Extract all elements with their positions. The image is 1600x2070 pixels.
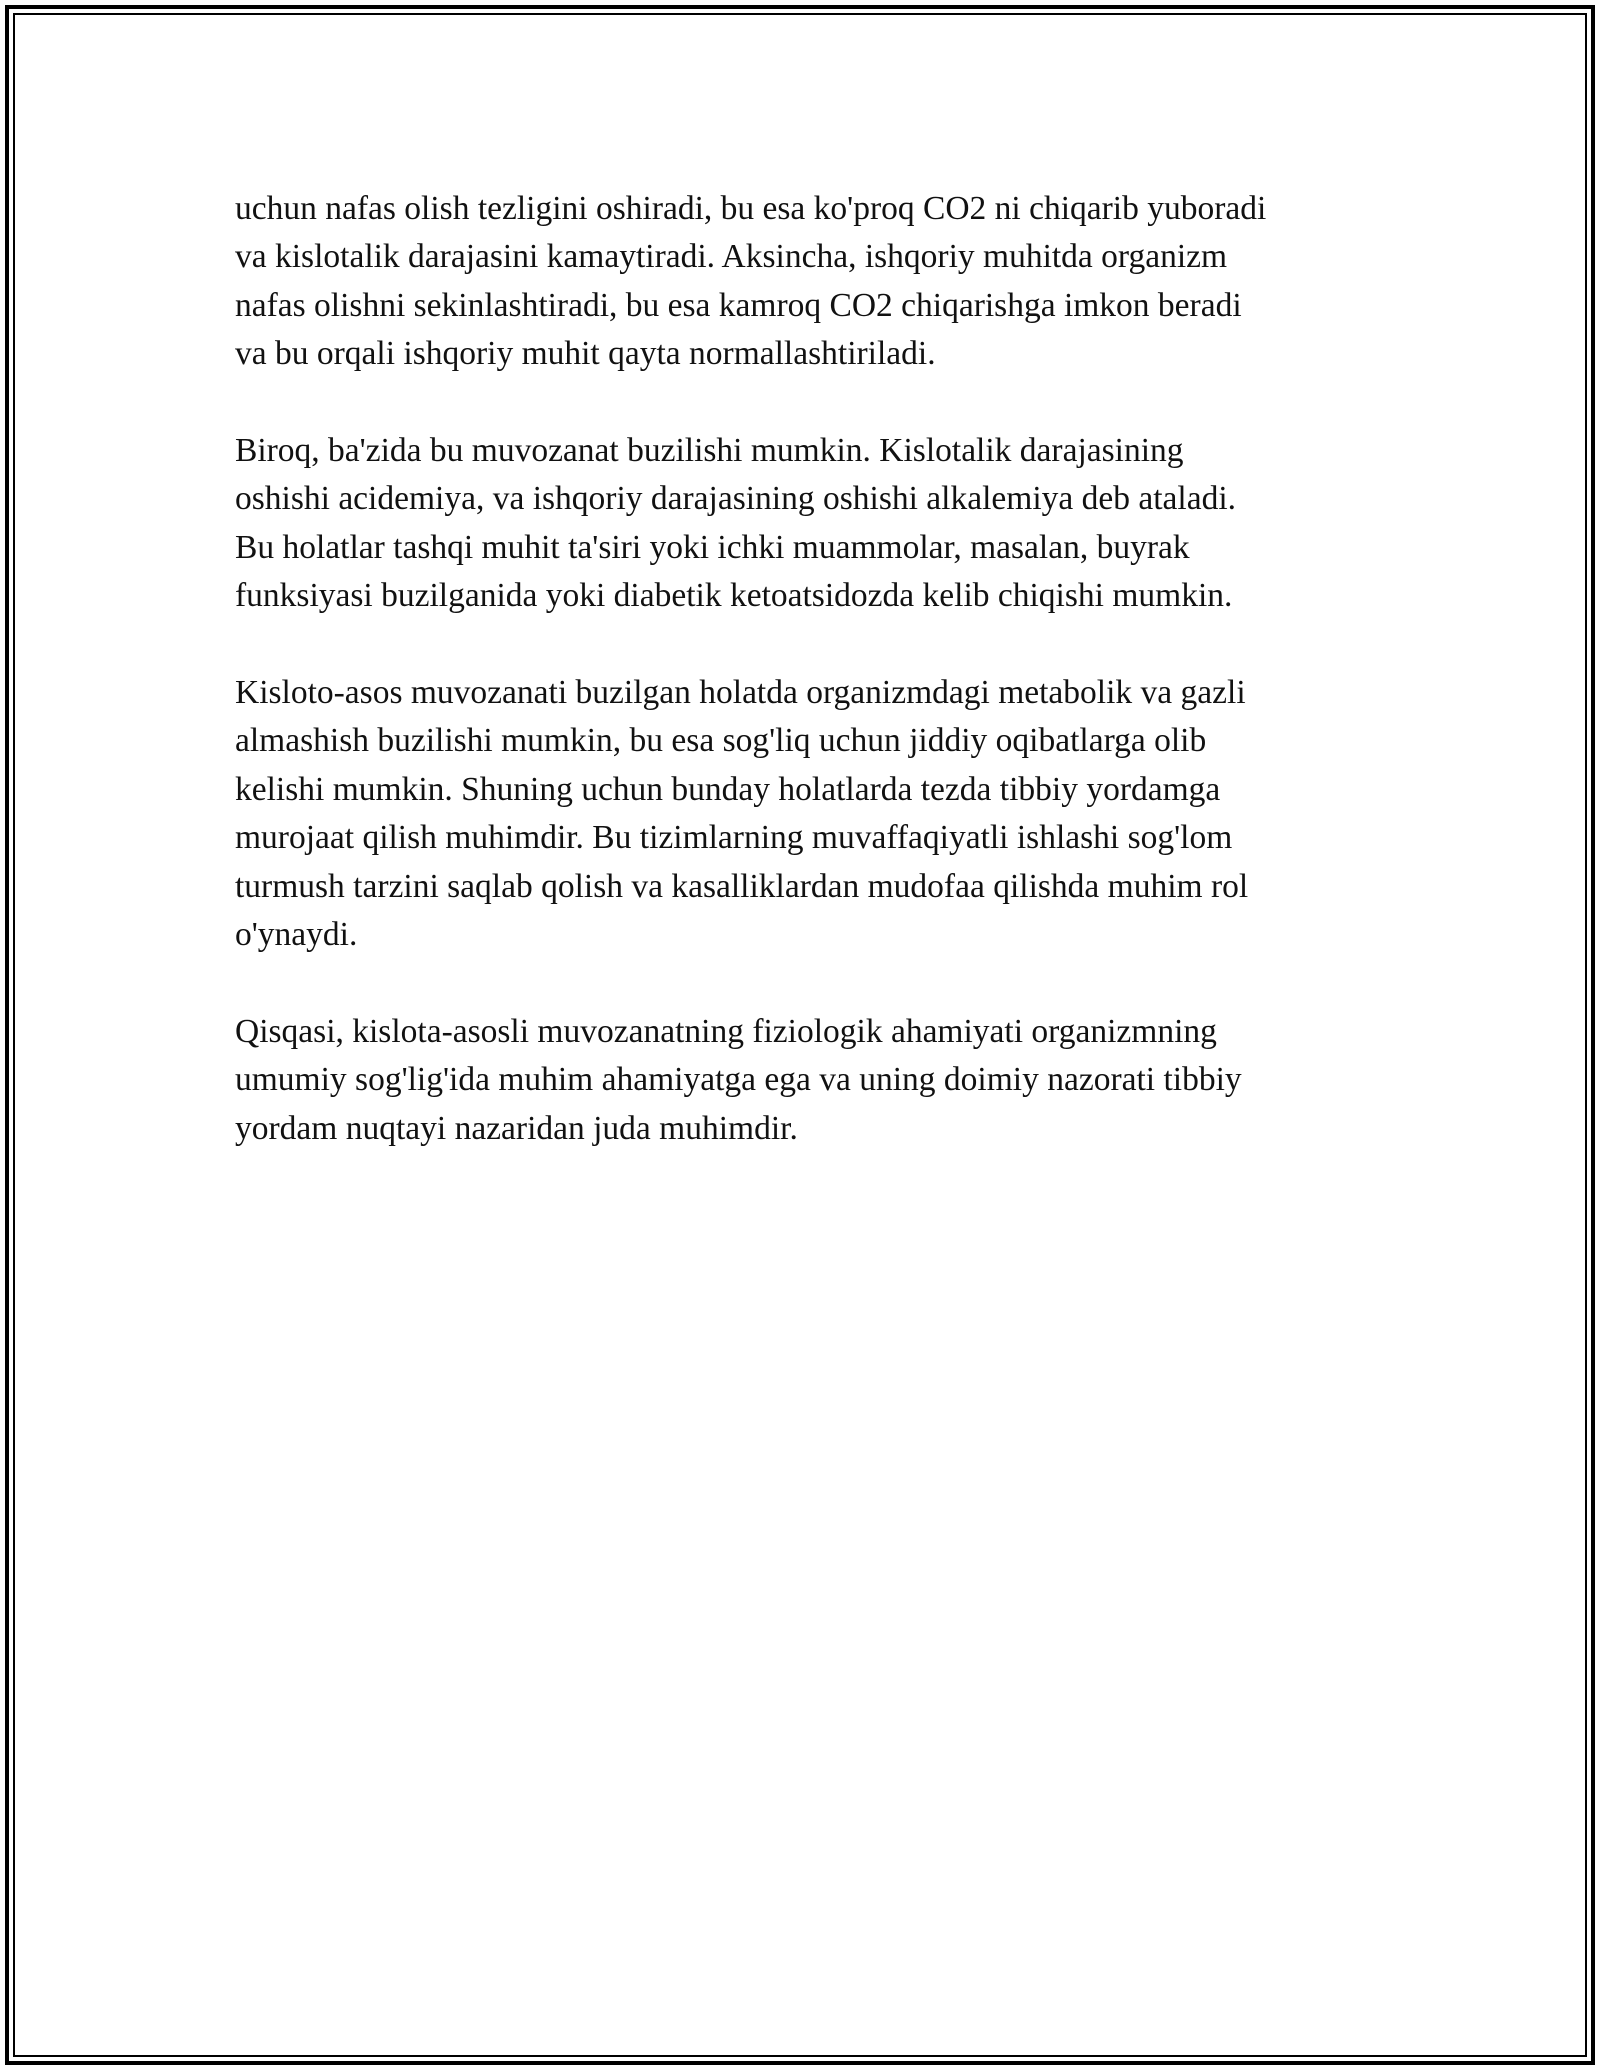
paragraph-acidemia-alkalemia: Biroq, ba'zida bu muvozanat buzilishi mumkin. Kislotalik darajasining oshishi acidemiya, va ishqoriy darajasining oshishi alkalemiya deb ataladi. Bu holatlar tashqi muhit ta'siri yoki ichki muammolar, masalan, buyrak funksiyasi buzilganida yoki diabetik ketoatsidozda kelib chiqishi mumkin. — [235, 432, 1237, 615]
document-body — [235, 185, 1385, 1201]
paragraph-respiratory-compensation: uchun nafas olish tezligini oshiradi, bu esa ko'proq CO2 ni chiqarib yuboradi va kislotalik darajasini kamaytiradi. Aksincha, ishqoriy muhitda organizm nafas olishni sekinlashtiradi, bu esa kamroq CO2 chiqarishga imkon beradi va bu orqali ishqoriy muhit qayta normallashtiriladi. — [235, 190, 1267, 373]
paragraph-conclusion: Qisqasi, kislota-asosli muvozanatning fiziologik ahamiyati organizmning umumiy sog'lig'ida muhim ahamiyatga ega va uning doimiy nazorati tibbiy yordam nuqtayi nazaridan juda muhimdir. — [235, 1012, 1242, 1147]
paragraph-imbalance-consequences: Kisloto-asos muvozanati buzilgan holatda organizmdagi metabolik va gazli almashish buzilishi mumkin, bu esa sog'liq uchun jiddiy oqibatlarga olib kelishi mumkin. Shuning uchun bunday holatlarda tezda tibbiy yordamga murojaat qilish muhimdir. Bu tizimlarning muvaffaqiyatli ishlashi sog'lom turmush tarzini saqlab qolish va kasalliklardan mudofaa qilishda muhim rol o'ynaydi. — [235, 674, 1249, 954]
